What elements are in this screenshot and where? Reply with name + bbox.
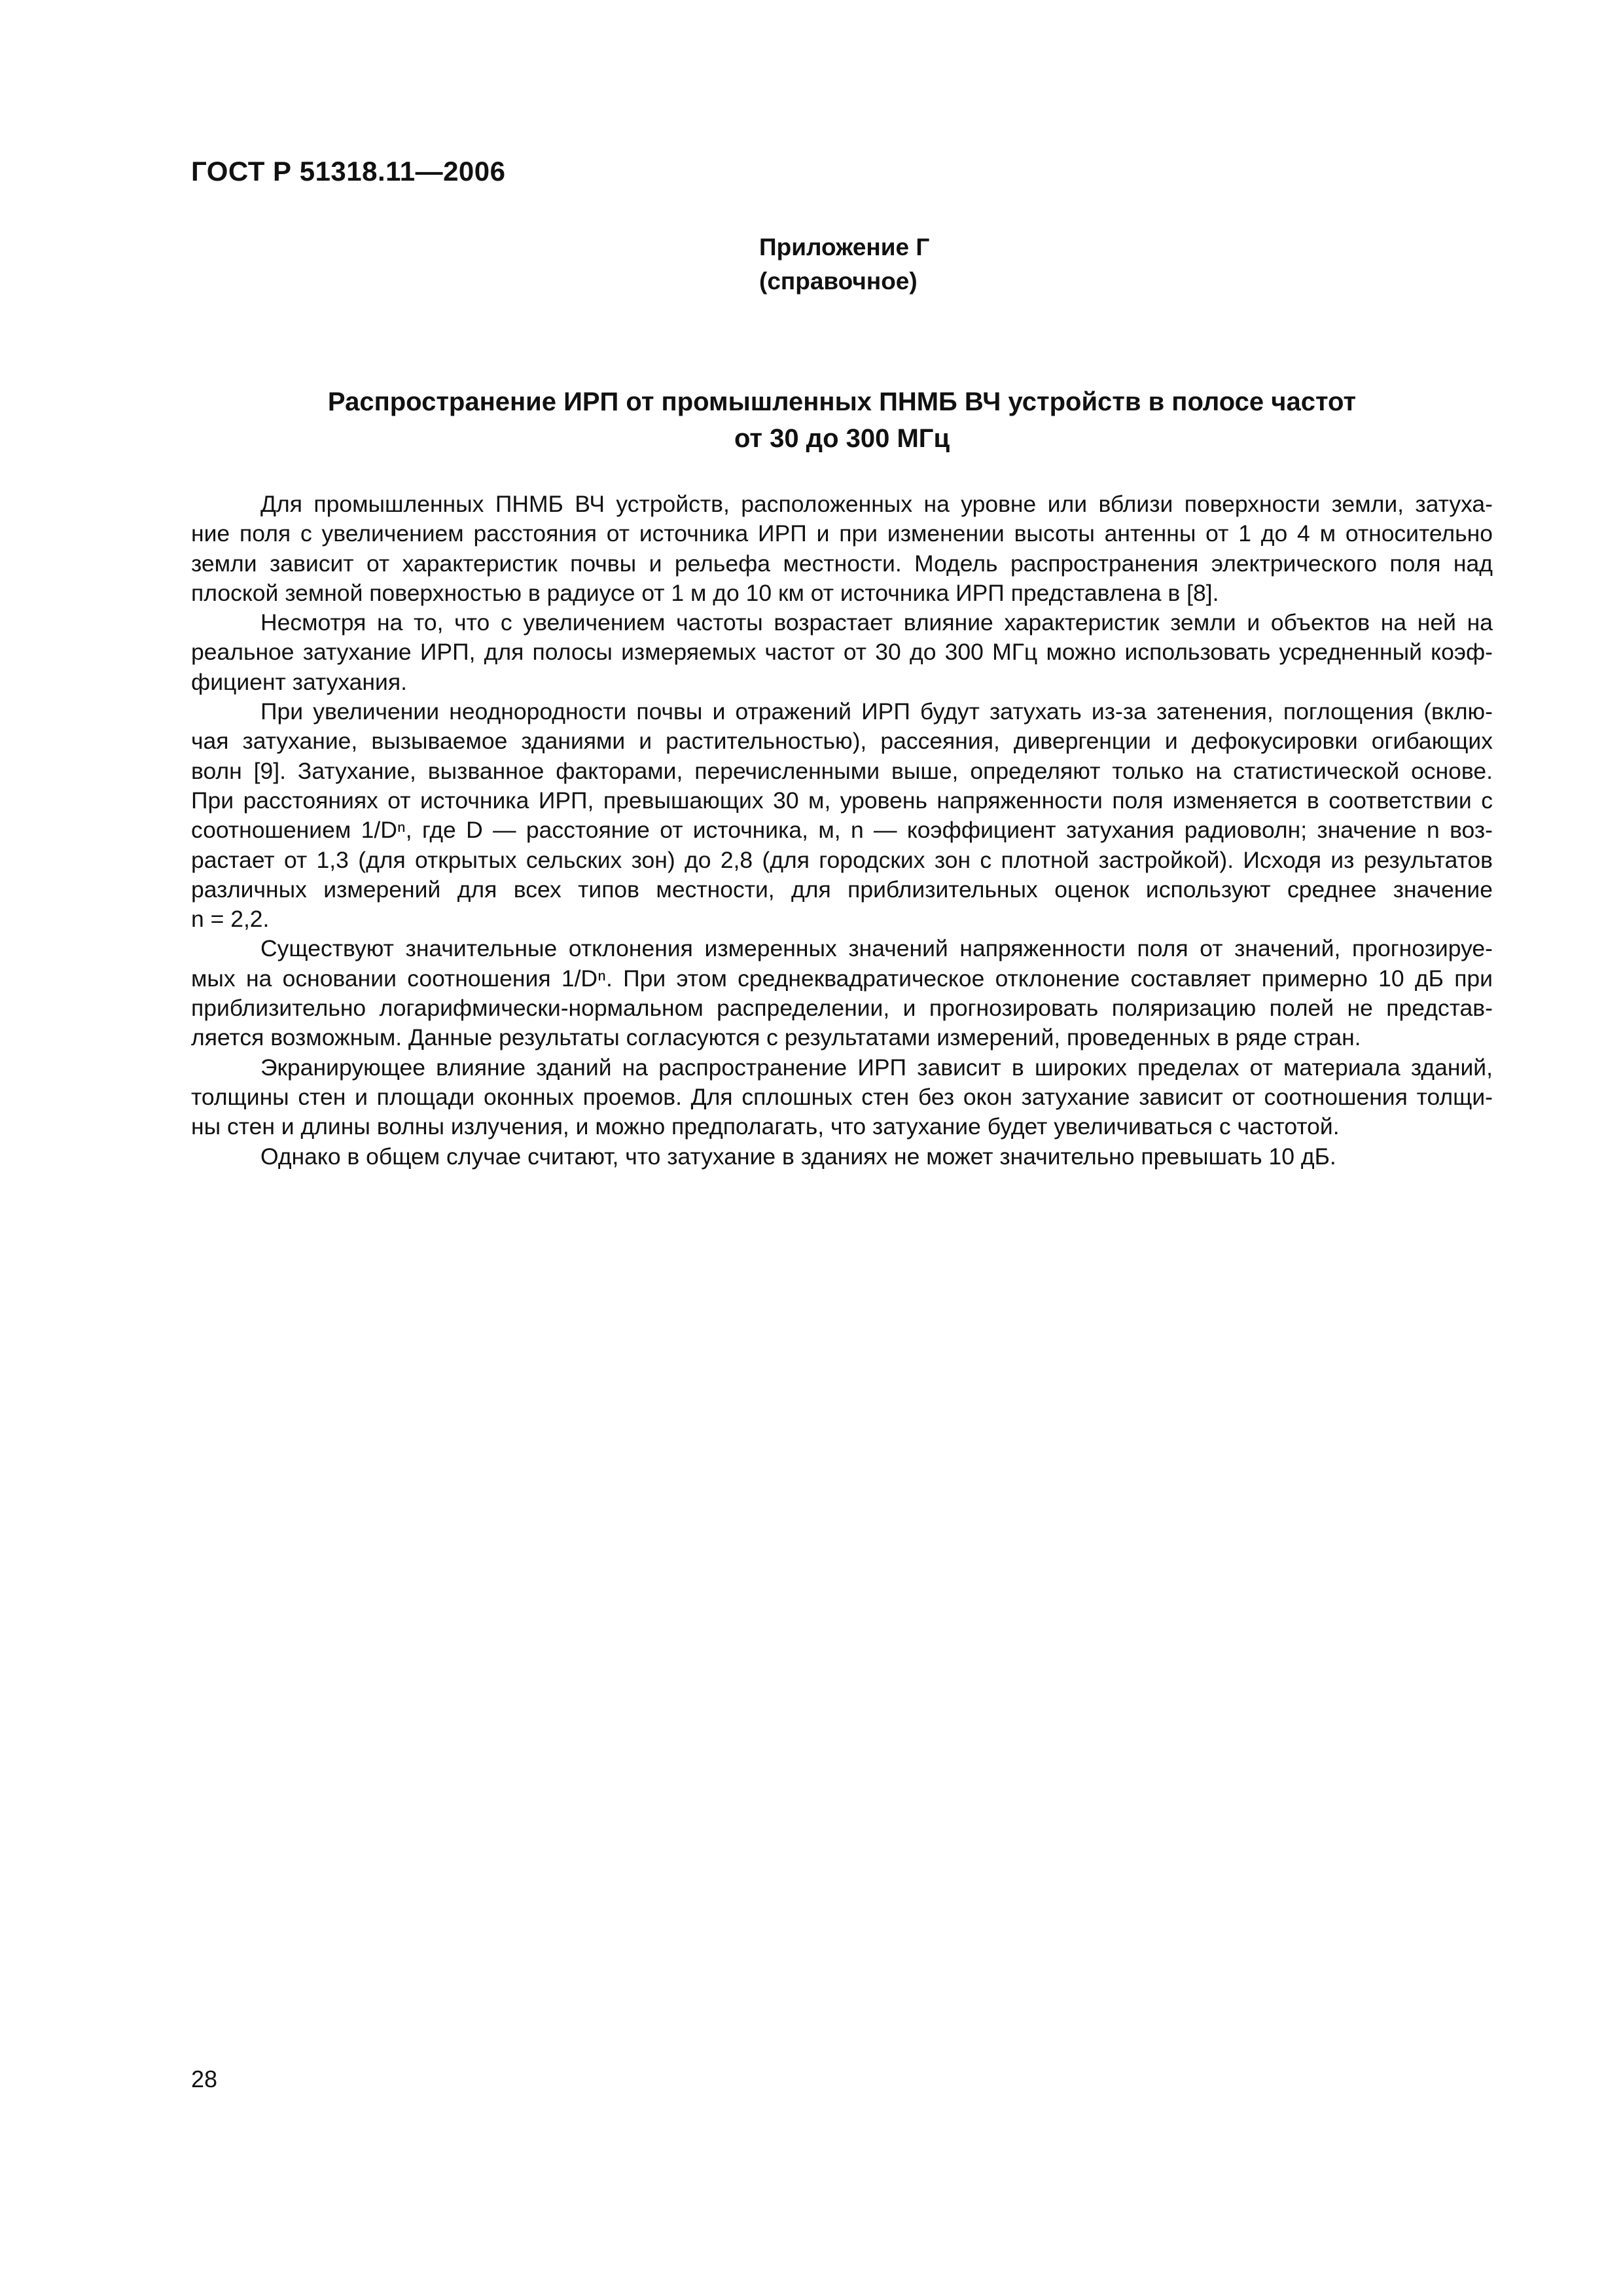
- text-line: земли зависит от характеристик почвы и рельефа местности. Модель распространения электрического поля над: [191, 550, 1493, 577]
- appendix-label: Приложение Г: [759, 234, 930, 260]
- text-line: ние поля с увеличением расстояния от источника ИРП и при изменении высоты антенны от 1 до 4 м относительно: [191, 520, 1493, 547]
- text-line: растает от 1,3 (для открытых сельских зон) до 2,8 (для городских зон с плотной застройкой). Исходя из результатов: [191, 846, 1493, 873]
- section-title: [191, 384, 1493, 457]
- paragraph: [191, 934, 1493, 1052]
- section-title-line-1: Распространение ИРП от промышленных ПНМБ ВЧ устройств в полосе частот: [327, 387, 1357, 416]
- text-line: При увеличении неоднородности почвы и отражений ИРП будут затухать из-за затенения, поглощения (вклю-: [260, 698, 1493, 725]
- text-line: ляется возможным. Данные результаты согласуются с результатами измерений, проведенных в ряде стран.: [191, 1024, 1361, 1051]
- text-line: Существуют значительные отклонения измеренных значений напряженности поля от значений, прогнозируе-: [260, 935, 1493, 962]
- text-line: n = 2,2.: [191, 906, 270, 933]
- text-line: Несмотря на то, что с увеличением частоты возрастает влияние характеристик земли и объектов на ней на: [260, 609, 1493, 636]
- text-line: ны стен и длины волны излучения, и можно предполагать, что затухание будет увеличиваться с частотой.: [191, 1113, 1340, 1140]
- text-line: реальное затухание ИРП, для полосы измеряемых частот от 30 до 300 МГц можно использовать усредненный коэф-: [191, 639, 1493, 666]
- text-line: приблизительно логарифмически-нормальном распределении, и прогнозировать поляризацию полей не представ-: [191, 995, 1493, 1022]
- paragraph: [191, 1142, 1493, 1172]
- document-code: ГОСТ Р 51318.11—2006: [191, 156, 506, 187]
- text-line: Экранирующее влияние зданий на распространение ИРП зависит в широких пределах от материала зданий,: [260, 1054, 1493, 1081]
- appendix-type: (справочное): [759, 268, 918, 295]
- text-line: При расстояниях от источника ИРП, превышающих 30 м, уровень напряженности поля изменяется в соответствии с: [191, 787, 1493, 814]
- text-line: Однако в общем случае считают, что затухание в зданиях не может значительно превышать 10 дБ.: [260, 1143, 1336, 1170]
- text-line: соотношением 1/Dⁿ, где D — расстояние от источника, м, n — коэффициент затухания радиоволн; значение n воз-: [191, 817, 1493, 844]
- appendix-heading: [759, 230, 930, 298]
- paragraph: [191, 697, 1493, 934]
- paragraph: [191, 490, 1493, 608]
- text-line: различных измерений для всех типов местности, для приблизительных оценок используют среднее значение: [191, 876, 1493, 903]
- text-line: фициент затухания.: [191, 668, 407, 695]
- paragraph: [191, 1053, 1493, 1142]
- text-line: мых на основании соотношения 1/Dⁿ. При этом среднеквадратическое отклонение составляет примерно 10 дБ при: [191, 965, 1493, 992]
- text-line: чая затухание, вызываемое зданиями и растительностью), рассеяния, дивергенции и дефокусировки огибающих: [191, 728, 1493, 755]
- text-line: толщины стен и площади оконных проемов. Для сплошных стен без окон затухание зависит от соотношения толщи-: [191, 1083, 1493, 1110]
- text-line: волн [9]. Затухание, вызванное факторами, перечисленными выше, определяют только на статистической основе.: [191, 757, 1493, 784]
- text-line: Для промышленных ПНМБ ВЧ устройств, расположенных на уровне или вблизи поверхности земли, затуха-: [260, 491, 1493, 517]
- body-text: [191, 490, 1493, 1172]
- page-number: 28: [191, 2066, 218, 2092]
- text-line: плоской земной поверхностью в радиусе от 1 м до 10 км от источника ИРП представлена в [8].: [191, 579, 1219, 606]
- paragraph: [191, 608, 1493, 697]
- section-title-line-2: от 30 до 300 МГц: [734, 424, 950, 453]
